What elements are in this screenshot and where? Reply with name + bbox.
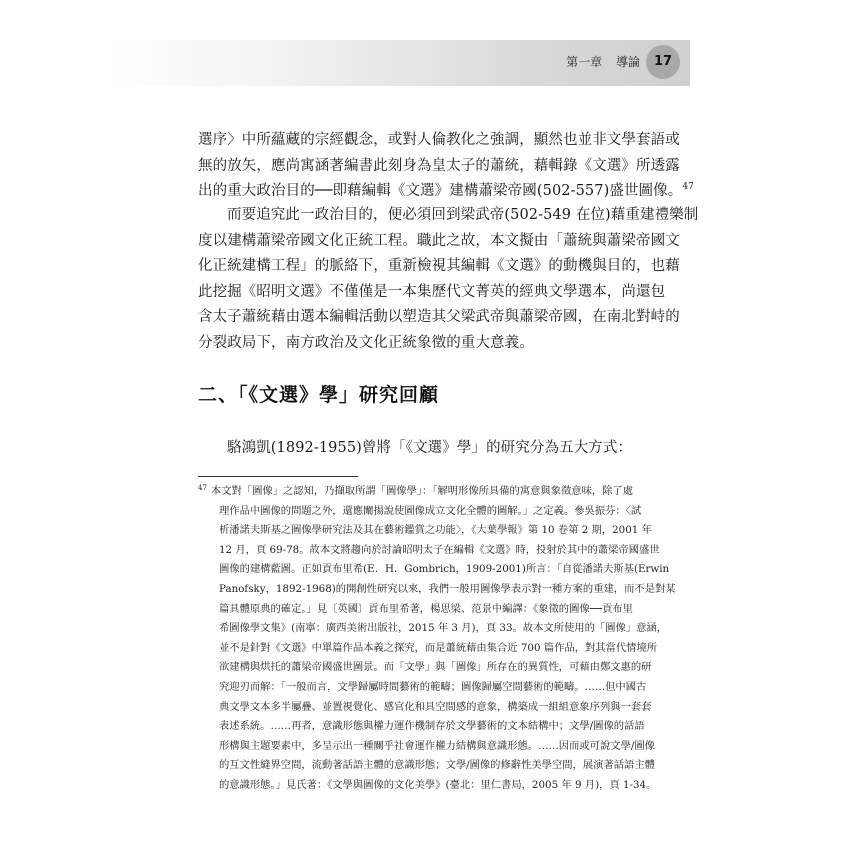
footnote-line: 圖像的建構藍圖。正如貢布里希(E．H．Gombrich，1909-2001)所言：「自從潘諾夫斯基(Erwin bbox=[219, 563, 670, 576]
footnote-line: 篇具體原典的確定。」見〔英國〕貢布里希著，楊思梁、范景中編譯：《象徵的圖像──貢布里 bbox=[219, 602, 633, 615]
footnote-line: 希圖像學文集》(南寧：廣西美術出版社，2015 年 3 月)，頁 33。故本文所使用的「圖像」意涵， bbox=[219, 622, 667, 635]
text-line bbox=[198, 179, 694, 205]
text-line: 含太子蕭統藉由選本編輯活動以塑造其父梁武帝與蕭梁帝國，在南北對峙的 bbox=[198, 309, 680, 325]
footnote-line: Panofsky，1892-1968)的開創性研究以來，我們一般用圖像學表示對一種方案的重建，而不是對某 bbox=[219, 582, 676, 595]
footnote-line: 並不是針對《文選》中單篇作品本義之探究，而是蕭統藉由集合近 700 篇作品，對其當代情境所 bbox=[219, 641, 658, 654]
text-line: 分裂政局下，南方政治及文化正統象徵的重大意義。 bbox=[198, 334, 534, 351]
footnote-line: 理作品中圖像的問題之外，還應闡揚說使圖像成立文化全體的圖解。」之定義。參吳振芬：〈試 bbox=[219, 504, 642, 517]
footnote-line: 欲建構與烘托的蕭梁帝國盛世圖景。而「文學」與「圖像」所存在的異質性，可藉由鄭文惠的研 bbox=[219, 661, 652, 674]
chapter-title: 導論 bbox=[615, 55, 640, 69]
text-line: 選序〉中所蘊藏的宗經觀念，或對人倫教化之強調，顯然也並非文學套語或 bbox=[198, 132, 680, 148]
text-line-content: 出的重大政治目的──即藉編輯《文選》建構蕭梁帝國(502-557)盛世圖像。 bbox=[198, 183, 683, 199]
text-line: 此挖掘《昭明文選》不僅僅是一本集歷代文菁英的經典文學選本，尚還包 bbox=[198, 283, 666, 300]
footnote-divider bbox=[198, 476, 358, 477]
paragraph-3 bbox=[198, 436, 666, 462]
text-line: 駱鴻凱(1892-1955)曾將「《文選》學」的研究分為五大方式： bbox=[227, 440, 633, 456]
footnote-line: 表述系統。……再者，意識形態與權力運作機制存於文學藝術的文本結構中；文學/圖像的話語 bbox=[219, 720, 645, 733]
footnote-reference[interactable]: 47 bbox=[682, 182, 694, 193]
page-header bbox=[110, 40, 690, 86]
paragraph-1 bbox=[198, 128, 694, 205]
paragraph-2 bbox=[198, 203, 699, 356]
footnote-line: 究迎刃而解：「一般而言，文學歸屬時間藝術的範疇；圖像歸屬空間藝術的範疇。……但中國古 bbox=[219, 680, 647, 693]
footnote-line: 12 月，頁 69-78。故本文將趨向於討論昭明太子在編輯《文選》時，投射於其中的蕭梁帝國盛世 bbox=[219, 543, 660, 556]
text-line: 而要追究此一政治目的，便必須回到梁武帝(502-549 在位)藉重建禮樂制 bbox=[227, 207, 699, 223]
footnote-line: 析潘諾夫斯基之圖像學研究法及其在藝術鑑賞之功能〉，《大葉學報》第 10 卷第 2 期，2001 年 bbox=[219, 524, 652, 537]
text-line: 無的放矢，應尚寓涵著編書此刻身為皇太子的蕭統，藉輯錄《文選》所透露 bbox=[198, 157, 680, 174]
chapter-label: 第一章 bbox=[566, 55, 603, 69]
footnote-text: 本文對「圖像」之認知，乃擷取所謂「圖像學」：「解明形像所具備的寓意與象徵意味，除了處 bbox=[210, 485, 634, 497]
footnote-number: 47 bbox=[198, 483, 207, 492]
running-head bbox=[556, 53, 640, 70]
text-line: 化正統建構工程」的脈絡下，重新檢視其編輯《文選》的動機與目的，也藉 bbox=[198, 258, 680, 274]
footnote-line bbox=[198, 482, 666, 502]
text-line: 度以建構蕭梁帝國文化正統工程。職此之故，本文擬由「蕭統與蕭梁帝國文 bbox=[198, 232, 680, 249]
footnote-line: 典文學文本多半屬疊、並置視覺化、感官化和具空間感的意象，構築成一組組意象序列與一套套 bbox=[219, 700, 652, 713]
footnote-line: 的互文性縫界空間，流動著話語主體的意識形態；文學/圖像的修辭性美學空間，展演著話語主體 bbox=[219, 759, 655, 772]
section-heading: 二、「《文選》學」研究回顧 bbox=[198, 384, 440, 406]
footnote-line: 的意識形態。」見氏著：《文學與圖像的文化美學》(臺北：里仁書局，2005 年 9 月)，頁 1-34。 bbox=[219, 778, 657, 791]
footnote-line: 形構與主題要素中，多呈示出一種關乎社會運作權力結構與意識形態。……因而或可說文學/圖像 bbox=[219, 739, 655, 752]
page-number: 17 bbox=[646, 45, 680, 79]
footnote-47 bbox=[198, 482, 676, 796]
